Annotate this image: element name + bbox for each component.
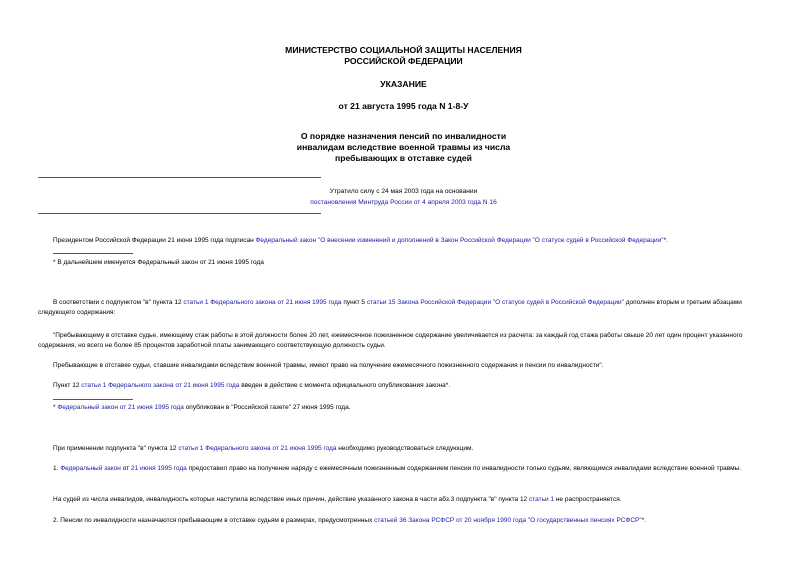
doc-date-number: от 21 августа 1995 года N 1-8-У — [338, 101, 469, 111]
paragraph-9 — [38, 516, 768, 526]
footnote-2 — [53, 403, 753, 413]
paragraph-2-text-b: пункт 5 — [341, 299, 367, 306]
paragraph-2-text-c: дополнен вторым и третьим абзацами следующего содержания: — [38, 299, 742, 316]
paragraph-8-text-b: не распространяется. — [554, 496, 622, 503]
header-org-line2: РОССИЙСКОЙ ФЕДЕРАЦИИ — [344, 56, 463, 66]
doc-title-line3: пребывающих в отставке судей — [335, 153, 472, 163]
footnote-2-mark: * — [53, 404, 58, 411]
paragraph-9-text-b: *. — [641, 517, 647, 524]
paragraph-6-link[interactable]: статьи 1 Федерального закона от 21 июня 1995 года — [178, 445, 337, 452]
footnote-2-text: опубликован в "Российской газете" 27 июня 1995 года. — [183, 404, 351, 411]
paragraph-2-link-2[interactable]: статьи 15 Закона Российской Федерации "О статусе судей в Российской Федерации" — [366, 299, 624, 306]
paragraph-3-text: "Пребывающему в отставке судье, имеющему стаж работы в этой должности более 20 лет, ежемесячное пожизненное содержание увеличивается из расчета: за каждый год стажа работы свыше 20 лет один процент указанного содержания, но всего не более 85 процентов заработной платы занимающего соответствующую должность судьи. — [38, 332, 743, 349]
paragraph-3 — [38, 331, 768, 351]
paragraph-8 — [38, 495, 768, 505]
divider-top — [38, 177, 321, 178]
paragraph-7-text-a: 1. — [53, 465, 61, 472]
paragraph-6-text-b: необходимо руководствоваться следующим. — [336, 445, 474, 452]
paragraph-1-law-link[interactable]: Федеральный закон "О внесении изменений и дополнений в Закон Российской Федерации "О статусе судей в Российской Федерации" — [255, 237, 664, 244]
paragraph-8-text-a: На судей из числа инвалидов, инвалидность которых наступила вследствие иных причин, действие указанного закона в части абз.3 подпункта "в" пункта 12 — [53, 496, 529, 503]
paragraph-7-link-2[interactable]: 21 июня 1995 года — [130, 465, 187, 472]
footnote-divider-2 — [53, 399, 133, 400]
paragraph-2-link-1[interactable]: статьи 1 Федерального закона от 21 июня 1995 года — [183, 299, 342, 306]
paragraph-9-text-a: 2. Пенсии по инвалидности назначаются пребывающим в отставке судьям в размерах, предусмотренных — [53, 517, 375, 524]
paragraph-7-text-b: от — [120, 465, 131, 472]
paragraph-9-link[interactable]: статьей 36 Закона РСФСР от 20 ноября 1990 года "О государственных пенсиях РСФСР" — [374, 517, 642, 524]
paragraph-7-link-1[interactable]: Федеральный закон — [60, 465, 121, 472]
footnote-1: * В дальнейшем именуется Федеральный закон от 21 июня 1995 года — [53, 259, 264, 266]
paragraph-6-text-a: При применении подпункта "в" пункта 12 — [53, 445, 179, 452]
paragraph-1-tail: *. — [663, 237, 668, 244]
paragraph-7 — [38, 464, 768, 474]
footnote-divider-1 — [53, 253, 133, 254]
status-note-link[interactable]: постановления Минтруда России от 4 апреля 2003 года N 16 — [310, 199, 497, 206]
paragraph-2-text-a: В соответствии с подпунктом "в" пункта 12 — [53, 299, 184, 306]
paragraph-4-text: Пребывающие в отставке судьи, ставшие инвалидами вследствие военной травмы, имеют право на получение ежемесячного пожизненного содержания и пенсии по инвалидности". — [53, 362, 604, 369]
paragraph-1 — [38, 236, 768, 246]
divider-bottom — [38, 213, 321, 214]
paragraph-5-text-a: Пункт 12 — [53, 382, 82, 389]
footnote-2-link[interactable]: Федеральный закон от 21 июня 1995 года — [57, 404, 184, 411]
paragraph-5-text-b: введен в действие с момента официального опубликования закона*. — [239, 382, 451, 389]
paragraph-8-link[interactable]: статьи 1 — [528, 496, 555, 503]
header-org-line1: МИНИСТЕРСТВО СОЦИАЛЬНОЙ ЗАЩИТЫ НАСЕЛЕНИЯ — [285, 45, 522, 55]
paragraph-5 — [38, 381, 768, 391]
paragraph-6 — [38, 444, 768, 454]
doc-title-line1: О порядке назначения пенсий по инвалидности — [300, 131, 507, 141]
paragraph-1-text: Президентом Российской Федерации 21 июня 1995 года подписан — [53, 237, 256, 244]
paragraph-4 — [38, 361, 768, 371]
paragraph-7-text-c: предоставил право на получение наряду с ежемесячным пожизненным содержанием пенсии по инвалидности только судьям, являющимся инвалидами вследствие военной травмы. — [186, 465, 742, 472]
status-note-text: Утратило силу с 24 мая 2003 года на основании — [329, 188, 478, 195]
doc-title-line2: инвалидам вследствие военной травмы из числа — [296, 142, 511, 152]
doc-type: УКАЗАНИЕ — [380, 79, 427, 89]
paragraph-5-link[interactable]: статьи 1 Федерального закона от 21 июня 1995 года — [81, 382, 240, 389]
paragraph-2 — [38, 298, 768, 318]
